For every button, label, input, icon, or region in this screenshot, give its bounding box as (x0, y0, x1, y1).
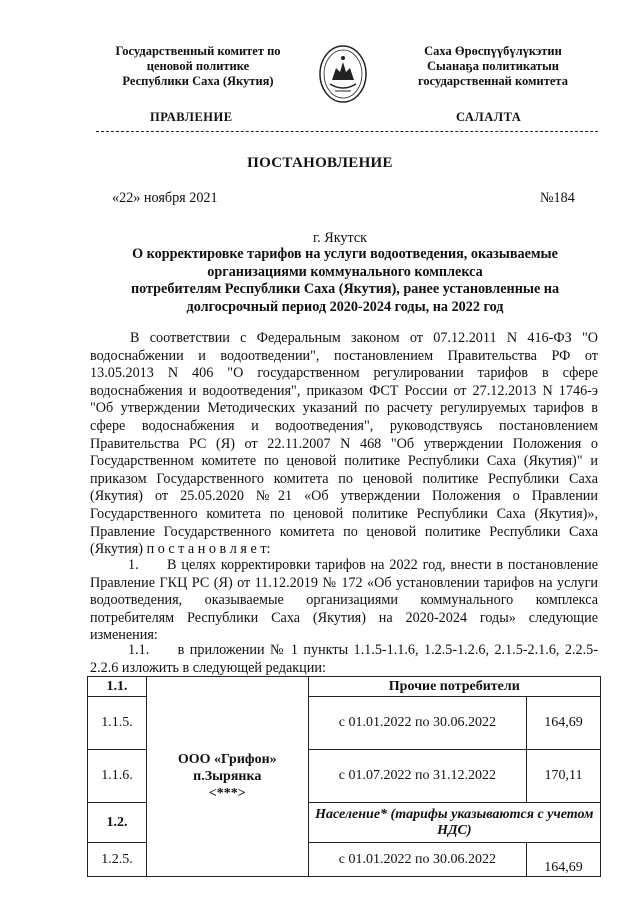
section-heading: Прочие потребители (308, 677, 600, 697)
left-subtitle: ПРАВЛЕНИЕ (150, 110, 233, 124)
period-cell: с 01.01.2022 по 30.06.2022 (308, 697, 526, 750)
row-number: 1.1.6. (88, 750, 147, 803)
coat-of-arms-emblem (318, 44, 368, 104)
row-number: 1.2. (88, 803, 147, 843)
right-subtitle: САЛАЛТА (456, 110, 522, 124)
row-number: 1.1.5. (88, 697, 147, 750)
header-divider (96, 131, 598, 132)
tariff-value: 164,69 (527, 697, 601, 750)
document-number: №184 (540, 190, 575, 206)
organization-cell: ООО «Грифон» п.Зырянка <***> (146, 677, 308, 877)
item-1-paragraph: 1. В целях корректировки тарифов на 2022 год, внести в постановление Правление ГКЦ РС (Я) от 11.12.2019 № 172 «Об установлении тарифов на услуги водоотведения, оказываемые организациями коммунального комплекса потребителям Республики Саха (Якутия) на 2020-2024 годы» следующие изменения: (90, 557, 598, 644)
row-number: 1.2.5. (88, 843, 147, 877)
tariff-table (87, 676, 601, 877)
row-number: 1.1. (88, 677, 147, 697)
right-org-name: Саха Өрөспүүбүлүкэтин Сыанаҕа политикатын государственнай комитета (418, 44, 568, 88)
city: г. Якутск (312, 230, 368, 246)
period-cell: с 01.01.2022 по 30.06.2022 (308, 843, 526, 877)
left-org-name: Государственный комитет по ценовой политике Республики Саха (Якутия) (115, 44, 281, 88)
tariff-value: 164,69 (527, 843, 601, 877)
tariff-value: 170,11 (527, 750, 601, 803)
period-cell: с 01.07.2022 по 31.12.2022 (308, 750, 526, 803)
document-date: «22» ноября 2021 (112, 190, 218, 206)
document-type: ПОСТАНОВЛЕНИЕ (247, 155, 393, 171)
item-1-1-paragraph: 1.1. в приложении № 1 пункты 1.1.5-1.1.6, 1.2.5-1.2.6, 2.1.5-2.1.6, 2.2.5-2.2.6 изложить в следующей редакции: (90, 642, 598, 676)
section-heading: Население* (тарифы указываются с учетом НДС) (308, 803, 600, 843)
document-subject: О корректировке тарифов на услуги водоотведения, оказываемые организациями коммунального комплекса потребителям Республики Саха (Якутия), ранее установленные на долгосрочный период 2020-2024 годы, на 2022 год (130, 246, 560, 315)
preamble-paragraph: В соответствии с Федеральным законом от 07.12.2011 N 416-ФЗ "О водоснабжении и водоотведении", постановлением Правительства РФ от 13.05.2013 N 406 "О государственном регулировании тарифов в сфере водоснабжения и водоотведения", приказом ФСТ России от 27.12.2013 N 1746-э "Об утверждении Методических указаний по расчету регулируемых тарифов в сфере водоснабжения и водоотведения", руководствуясь постановлением Правительства РС (Я) от 22.11.2007 N 468 "Об утверждении Положения о Государственном комитете по ценовой политике Республики Саха (Якутия)" и приказом Государственного комитета по ценовой политике Республики Саха (Якутия) от 25.05.2020 №21 «Об утверждении Положения о Правлении Государственного комитета по ценовой политике Республики Саха (Якутия)», Правление Государственного комитета по ценовой политике Республики Саха (Якутия) п о с т а н о в л я е т: (90, 330, 598, 558)
table-row (88, 677, 601, 697)
